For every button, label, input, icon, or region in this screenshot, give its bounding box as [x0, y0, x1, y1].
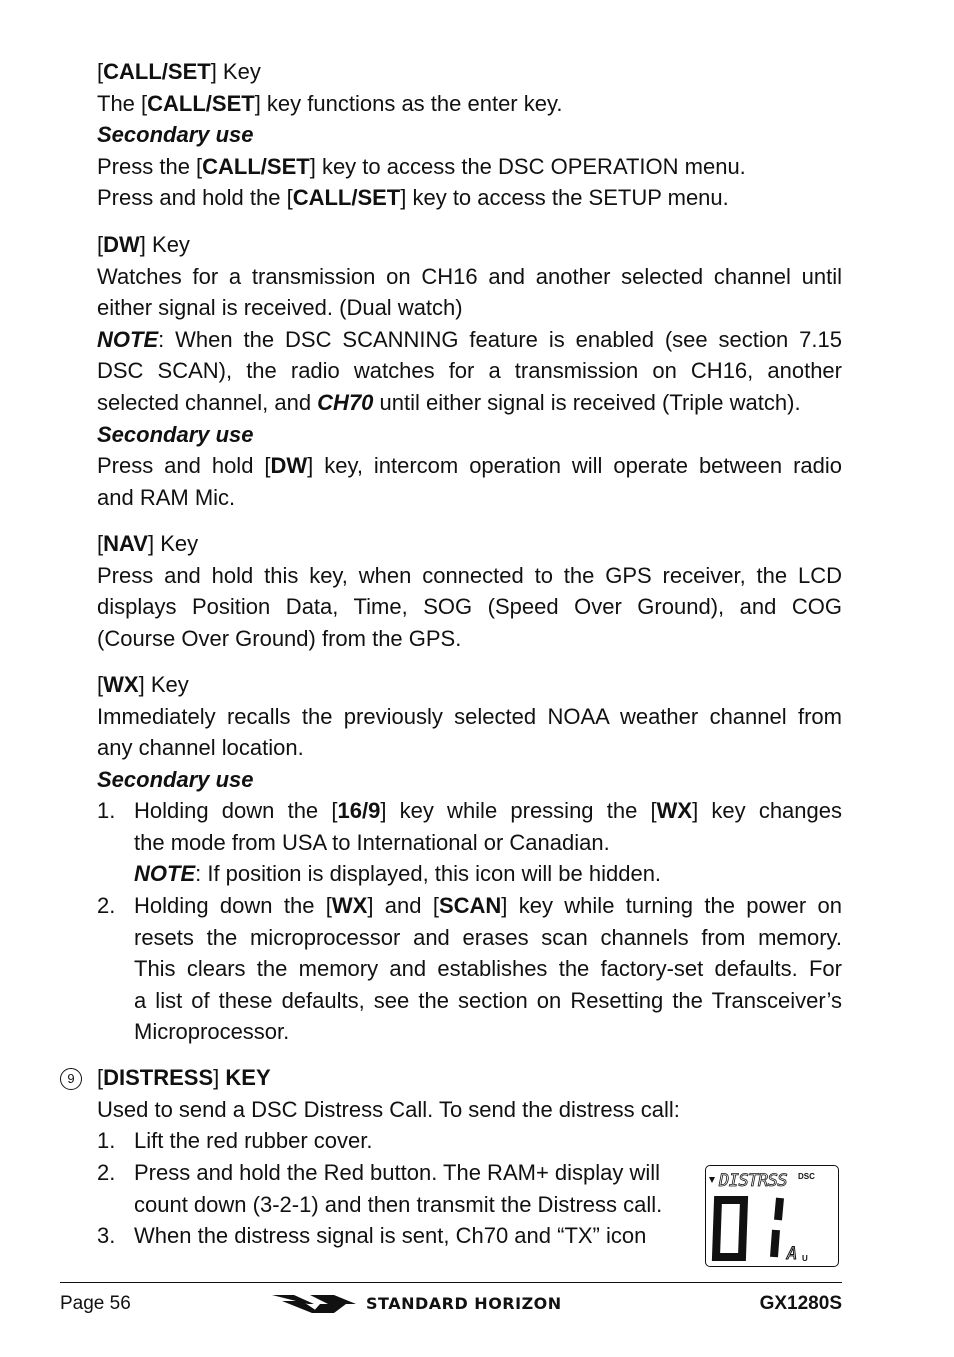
lcd-sub-letter: A [787, 1244, 798, 1264]
wx-item2-line5: Microprocessor. [134, 1019, 290, 1045]
footer-brand-text: STANDARD HORIZON [366, 1294, 562, 1313]
wx-item2-line3: This clears the memory and establishes the factory-set defaults. For [134, 956, 842, 982]
nav-heading: [NAV] Key [97, 531, 199, 556]
callset-heading: [CALL/SET] Key [97, 59, 261, 84]
dw-secondary-line1: Press and hold [DW] key, intercom operation will operate between radio [97, 453, 842, 479]
callset-secondary-heading: Secondary use [97, 122, 254, 148]
wx-item2-line1: Holding down the [WX] and [SCAN] key while turning the power on [134, 893, 842, 918]
lcd-digit-zero [716, 1200, 744, 1257]
dw-section [97, 229, 842, 513]
lcd-display-graphic [706, 1166, 838, 1266]
dw-note-line3: selected channel, and CH70 until either signal is received (Triple watch). [97, 389, 801, 415]
distress-heading: [DISTRESS] KEY [97, 1065, 271, 1090]
footer-brand-logo [272, 1290, 632, 1318]
distress-section [97, 1062, 842, 1125]
wx-item2-line4: a list of these defaults, see the section on Resetting the Transceiver’s [134, 987, 842, 1013]
distress-item1: Lift the red rubber cover. [134, 1128, 373, 1153]
wx-section [97, 669, 842, 795]
callset-secondary-line1: Press the [CALL/SET] key to access the DSC OPERATION menu. [97, 153, 746, 179]
nav-desc-line3: (Course Over Ground) from the GPS. [97, 625, 462, 651]
nav-desc-line2: displays Position Data, Time, SOG (Speed Over Ground), and COG [97, 594, 842, 620]
nav-section [97, 528, 842, 654]
wx-secondary-heading: Secondary use [97, 766, 254, 792]
lcd-arrow-icon [709, 1177, 715, 1183]
footer-page-number: Page 56 [60, 1293, 131, 1314]
section-number-marker: 9 [60, 1068, 82, 1090]
wx-item1-line2: the mode from USA to International or Canadian. [134, 829, 610, 855]
lcd-digit-one [774, 1198, 780, 1257]
list-number: 2. [97, 893, 116, 918]
callset-secondary-line2: Press and hold the [CALL/SET] key to access the SETUP menu. [97, 185, 729, 211]
wx-desc-line1: Immediately recalls the previously selected NOAA weather channel from [97, 703, 842, 729]
dw-note-line1: NOTE: When the DSC SCANNING feature is enabled (see section 7.15 [97, 326, 842, 352]
list-number: 2. [97, 1160, 116, 1185]
lcd-top-text: DISTRSS [719, 1171, 788, 1191]
wx-item1-line1: Holding down the [16/9] key while pressing the [WX] key changes [134, 798, 842, 823]
distress-item2-line2: count down (3-2-1) and then transmit the Distress call. [134, 1191, 663, 1217]
footer-model: GX1280S [759, 1293, 842, 1314]
list-number: 1. [97, 798, 116, 823]
nav-desc-line1: Press and hold this key, when connected to the GPS receiver, the LCD [97, 562, 842, 588]
lcd-dsc-label: DSC [798, 1172, 815, 1181]
wx-item2-line2: resets the microprocessor and erases scan channels from memory. [134, 924, 842, 950]
distress-item3: When the distress signal is sent, Ch70 and “TX” icon [134, 1223, 647, 1248]
dw-secondary-heading: Secondary use [97, 421, 254, 447]
list-number: 3. [97, 1223, 116, 1248]
lcd-display-illustration [705, 1165, 839, 1267]
lcd-sub-small: U [802, 1254, 808, 1263]
distress-item2-line1: Press and hold the Red button. The RAM+ display will [134, 1160, 661, 1185]
dw-desc-line1: Watches for a transmission on CH16 and another selected channel until [97, 263, 842, 289]
callset-desc: The [CALL/SET] key functions as the enter key. [97, 90, 563, 116]
wx-item1-note: NOTE: If position is displayed, this icon will be hidden. [134, 861, 662, 887]
dw-secondary-line2: and RAM Mic. [97, 484, 236, 510]
dw-heading: [DW] Key [97, 232, 190, 257]
wx-heading: [WX] Key [97, 672, 189, 697]
wx-desc-line2: any channel location. [97, 735, 304, 761]
list-number: 1. [97, 1128, 116, 1153]
dw-desc-line2: either signal is received. (Dual watch) [97, 295, 463, 321]
callset-section [97, 56, 842, 214]
dw-note-line2: DSC SCAN), the radio watches for a transmission on CH16, another [97, 358, 842, 384]
distress-desc: Used to send a DSC Distress Call. To send the distress call: [97, 1096, 680, 1122]
footer-divider [60, 1282, 842, 1283]
brand-logo-icon [272, 1291, 362, 1317]
